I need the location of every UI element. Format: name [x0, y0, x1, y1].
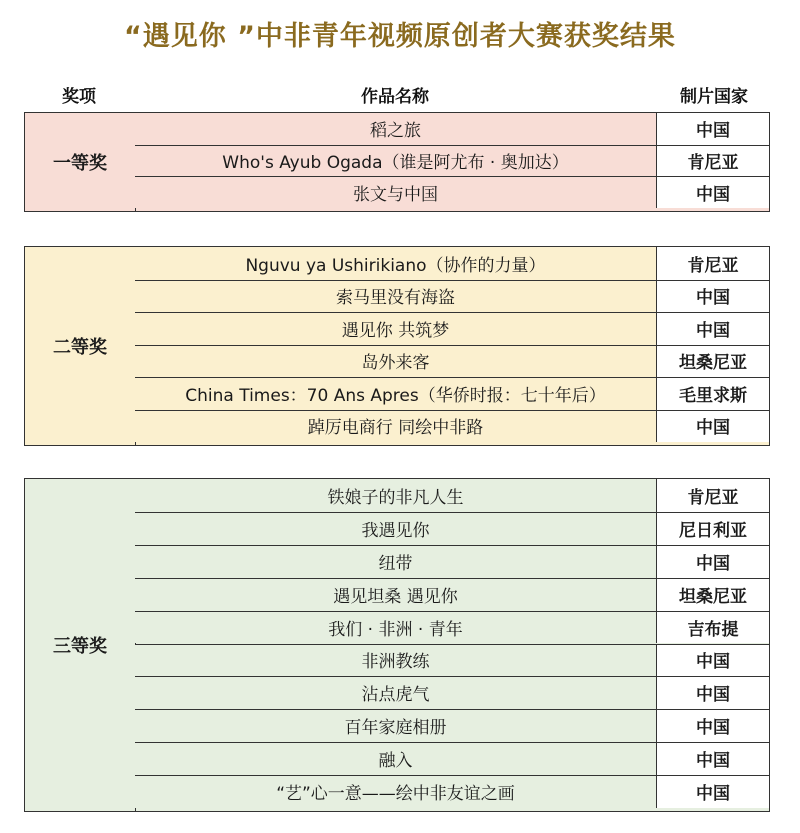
table-row	[135, 709, 769, 742]
award-label: 一等奖	[25, 113, 136, 211]
award-rows	[135, 247, 769, 445]
production-country: 中国	[657, 775, 769, 808]
column-header-work: 作品名称	[361, 87, 429, 107]
row-divider	[135, 644, 769, 645]
award-label: 三等奖	[25, 479, 136, 811]
work-title: China Times：70 Ans Apres（华侨时报：七十年后）	[135, 377, 657, 410]
award-group-third	[24, 478, 770, 812]
production-country: 中国	[657, 545, 769, 578]
work-title: 遇见你 共筑梦	[135, 312, 657, 345]
table-row	[135, 410, 769, 443]
table-row	[135, 512, 769, 545]
table-row	[135, 479, 769, 512]
column-header-country: 制片国家	[680, 87, 748, 107]
table-row	[135, 611, 769, 644]
production-country: 肯尼亚	[657, 479, 769, 512]
work-title: 纽带	[135, 545, 657, 578]
table-row	[135, 312, 769, 345]
row-divider	[135, 176, 769, 177]
page-title: “遇见你 ”中非青年视频原创者大赛获奖结果	[124, 21, 676, 52]
table-row	[135, 578, 769, 611]
row-divider	[135, 345, 769, 346]
production-country: 坦桑尼亚	[657, 345, 769, 378]
award-rows	[135, 113, 769, 211]
award-group-first	[24, 112, 770, 212]
work-title: 我们 · 非洲 · 青年	[135, 611, 657, 644]
award-rows	[135, 479, 769, 811]
work-title: 非洲教练	[135, 644, 657, 677]
production-country: 中国	[657, 176, 769, 208]
row-divider	[135, 676, 769, 677]
row-divider	[135, 611, 769, 612]
production-country: 中国	[657, 709, 769, 742]
work-title: Who's Ayub Ogada（谁是阿尤布 · 奥加达）	[135, 145, 657, 177]
row-divider	[135, 280, 769, 281]
table-row	[135, 742, 769, 775]
production-country: 中国	[657, 676, 769, 709]
production-country: 肯尼亚	[657, 247, 769, 280]
column-header-award: 奖项	[62, 87, 96, 107]
award-label: 二等奖	[25, 247, 136, 445]
table-row	[135, 345, 769, 378]
work-title: 索马里没有海盗	[135, 280, 657, 313]
row-divider	[135, 742, 769, 743]
row-divider	[135, 145, 769, 146]
work-title: “艺”心一意——绘中非友谊之画	[135, 775, 657, 808]
row-divider	[135, 775, 769, 776]
production-country: 尼日利亚	[657, 512, 769, 545]
award-group-second	[24, 246, 770, 446]
table-row	[135, 247, 769, 280]
work-title: 融入	[135, 742, 657, 775]
table-row	[135, 644, 769, 677]
row-divider	[135, 410, 769, 411]
production-country: 坦桑尼亚	[657, 578, 769, 611]
work-title: 踔厉电商行 同绘中非路	[135, 410, 657, 443]
work-title: 稻之旅	[135, 113, 657, 145]
production-country: 吉布提	[657, 611, 769, 644]
work-title: 我遇见你	[135, 512, 657, 545]
table-row	[135, 775, 769, 808]
row-divider	[135, 545, 769, 546]
row-divider	[135, 512, 769, 513]
row-divider	[135, 377, 769, 378]
work-title: 百年家庭相册	[135, 709, 657, 742]
table-row	[135, 676, 769, 709]
work-title: 遇见坦桑 遇见你	[135, 578, 657, 611]
table-row	[135, 176, 769, 208]
row-divider	[135, 709, 769, 710]
row-divider	[135, 578, 769, 579]
work-title: 张文与中国	[135, 176, 657, 208]
table-row	[135, 145, 769, 177]
work-title: 铁娘子的非凡人生	[135, 479, 657, 512]
work-title: 沾点虎气	[135, 676, 657, 709]
table-row	[135, 377, 769, 410]
production-country: 肯尼亚	[657, 145, 769, 177]
work-title: 岛外来客	[135, 345, 657, 378]
table-row	[135, 113, 769, 145]
production-country: 中国	[657, 410, 769, 443]
table-row	[135, 280, 769, 313]
production-country: 中国	[657, 312, 769, 345]
work-title: Nguvu ya Ushirikiano（协作的力量）	[135, 247, 657, 280]
production-country: 中国	[657, 742, 769, 775]
production-country: 中国	[657, 644, 769, 677]
production-country: 中国	[657, 113, 769, 145]
row-divider	[135, 312, 769, 313]
table-row	[135, 545, 769, 578]
production-country: 中国	[657, 280, 769, 313]
production-country: 毛里求斯	[657, 377, 769, 410]
